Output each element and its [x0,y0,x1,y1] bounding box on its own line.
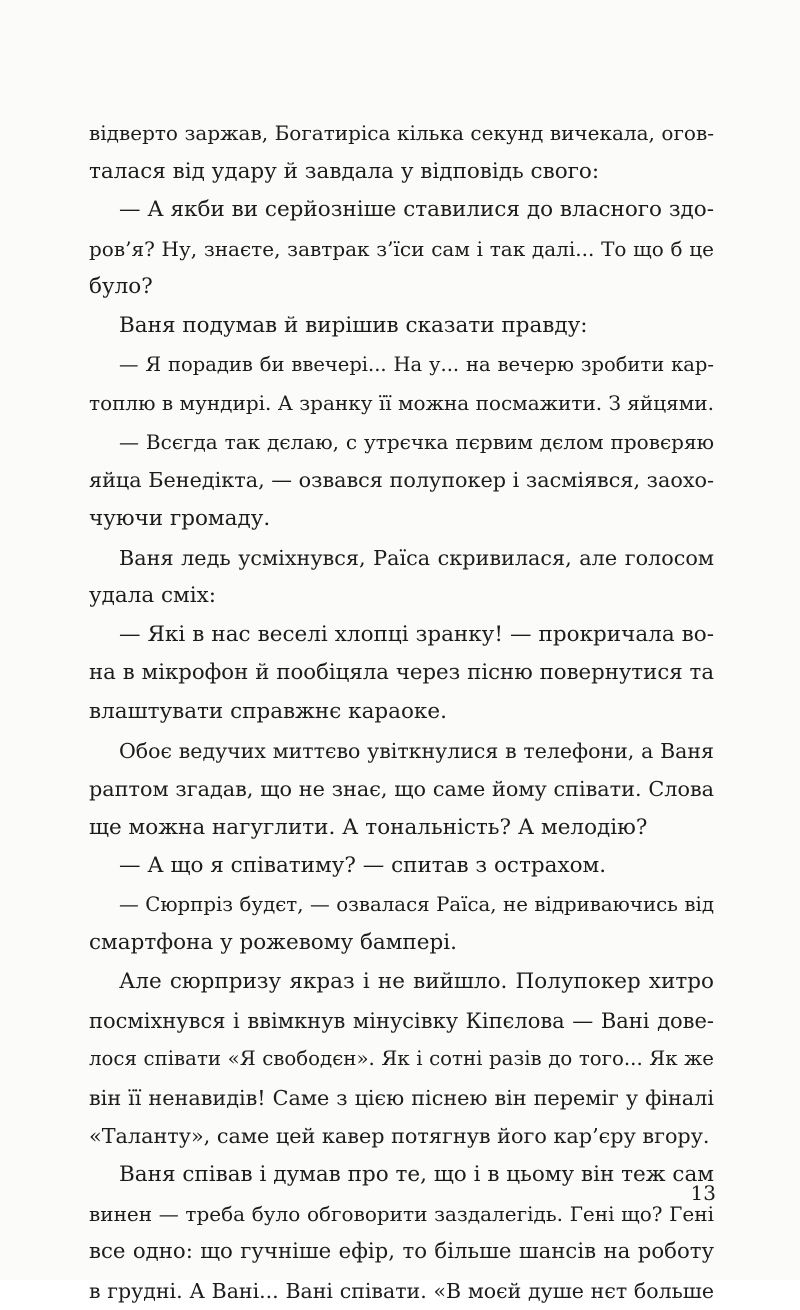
text-line: лося співати «Я свободєн». Як і сотні разів до того... Як же [89,1047,714,1071]
text-line: — А якби ви серйозніше ставилися до власного здо- [119,197,714,223]
text-line: ров’я? Ну, знаєте, завтрак з’їси сам і так далі... То що б це [89,236,714,261]
text-line: він її ненавидів! Саме з цією піснею він переміг у фіналі [89,1085,714,1110]
page-number: 13 [690,1181,716,1205]
text-line: — Всєгда так дєлаю, с утрєчка пєрвим дєлом провєряю [119,429,714,454]
text-line: відверто заржав, Богатиріса кілька секунд вичекала, огов- [89,121,714,145]
text-line: — Які в нас веселі хлопці зранку! — прокричала во- [119,621,714,647]
text-line: Ваня співав і думав про те, що і в цьому він теж сам [119,1162,714,1188]
text-line: смартфона у рожевому бампері. [89,930,457,956]
text-line: чуючи громаду. [89,505,271,531]
text-line: — Я порадив би ввечері... На у... на вечерю зробити кар- [119,352,714,376]
text-line: талася від удару й завдала у відповідь свого: [89,158,600,184]
text-line: Ваня ледь усміхнувся, Раїса скривилася, але голосом [119,545,714,570]
text-line: Але сюрпризу якраз і не вийшло. Полупокер хитро [119,969,714,995]
text-line: влаштувати справжнє караоке. [89,698,447,724]
text-line: в грудні. А Вані... Вані співати. «В моєй душе нєт больше [89,1278,714,1303]
page-text [89,114,714,1310]
text-line: на в мікрофон й пообіцяла через пісню повернутися та [89,660,714,686]
text-line: — А що я співатиму? — спитав з острахом. [119,853,607,879]
text-line: ще можна нагуглити. А тональність? А мелодію? [89,814,648,840]
text-line: — Сюрпріз будєт, — озвалася Раїса, не відриваючись від [119,892,714,916]
text-line: винен — треба було обговорити заздалегідь. Гені що? Гені [89,1201,714,1226]
text-line: раптом згадав, що не знає, що саме йому співати. Слова [89,777,714,802]
text-line: топлю в мундирі. А зранку її можна посмажити. З яйцями. [89,391,714,416]
text-line: посміхнувся і ввімкнув мінусівку Кіпєлова — Вані дове- [89,1008,714,1033]
text-line: «Таланту», саме цей кавер потягнув його кар’єру вгору. [89,1124,710,1149]
text-line: яйца Бенедікта, — озвався полупокер і засміявся, заохо- [89,468,715,493]
text-line: було? [89,274,153,300]
text-line: все одно: що гучніше ефір, то більше шансів на роботу [89,1239,714,1265]
text-line: Ваня подумав й вирішив сказати правду: [119,312,588,338]
text-line: удала сміх: [89,583,217,609]
text-line: Обоє ведучих миттєво увіткнулися в телефони, а Ваня [119,738,714,763]
